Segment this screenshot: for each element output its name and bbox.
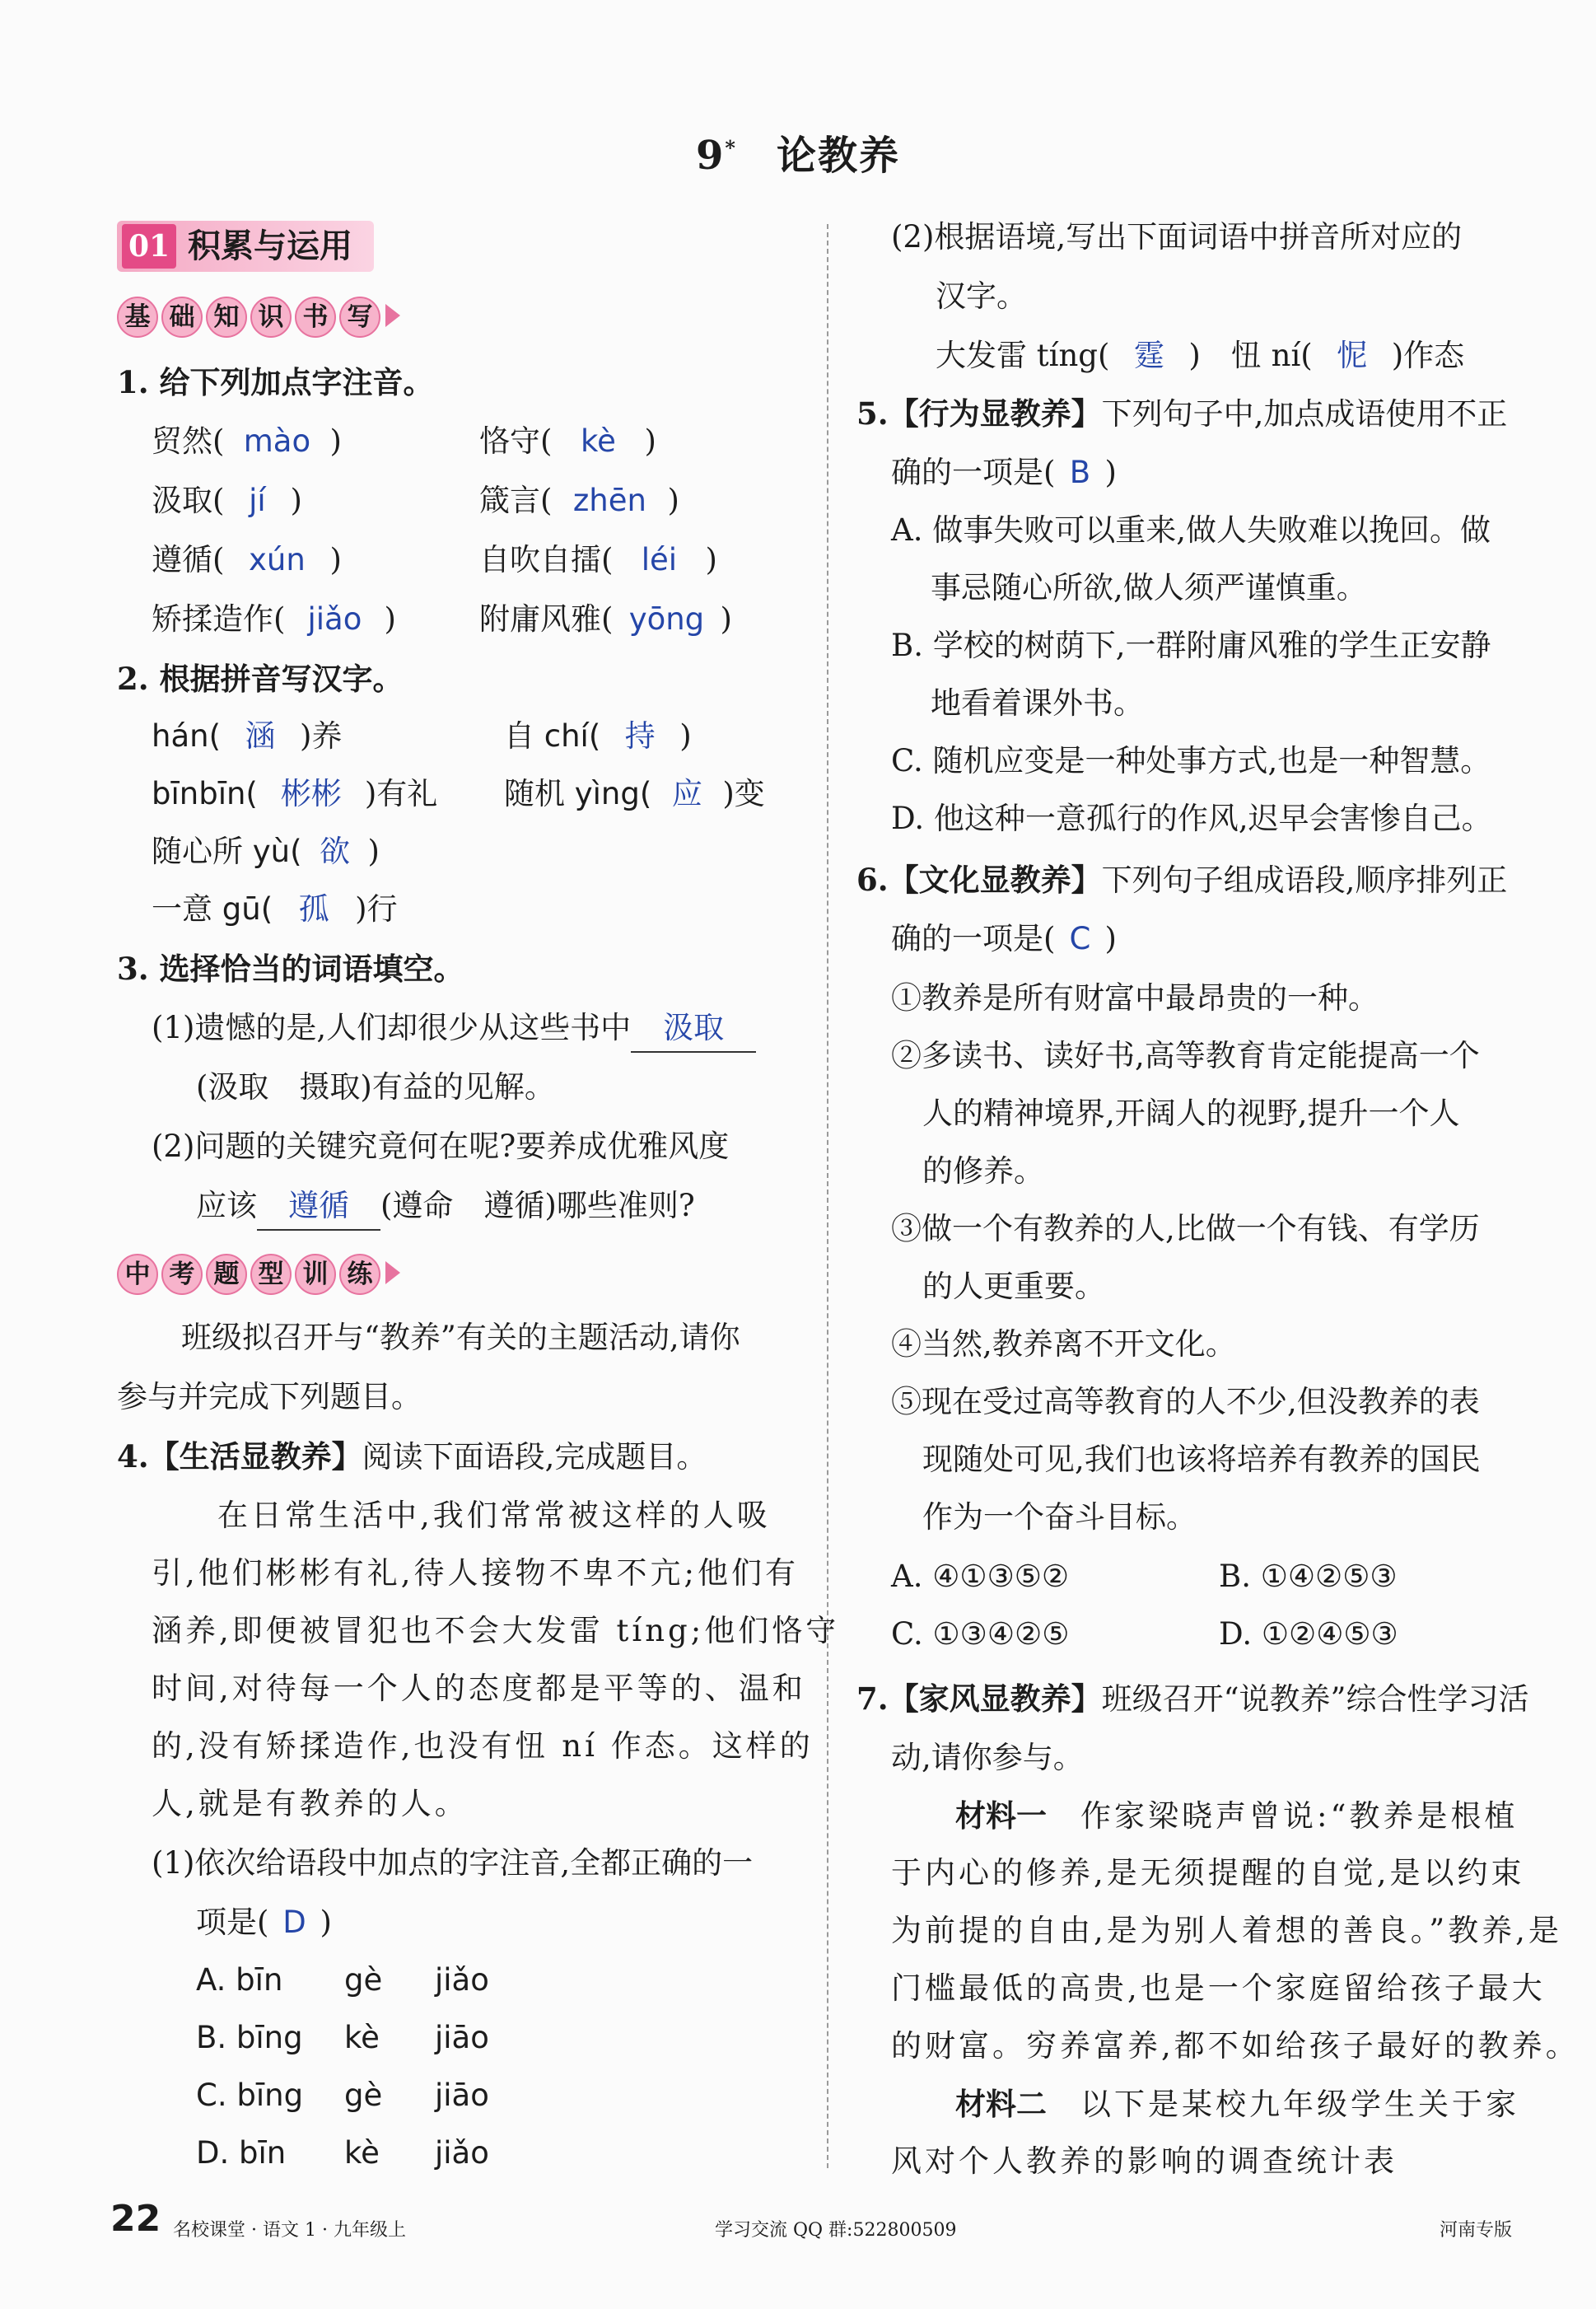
lesson-title bbox=[0, 124, 1596, 180]
q7-material-1: 材料一 作家梁晓声曾说:“教养是根植 bbox=[955, 1797, 1519, 1834]
q5-option-d: D. 他这种一意孤行的作风,迟早会害惨自己。 bbox=[891, 801, 1492, 836]
q1-answer: yōng bbox=[628, 601, 705, 637]
q2-item: 自 chí( 持 ) bbox=[504, 718, 692, 754]
star-mark: * bbox=[725, 136, 737, 160]
q6-sentence: ③做一个有教养的人,比做一个有钱、有学历 bbox=[891, 1211, 1480, 1246]
q2-item: bīnbīn( 彬彬 )有礼 bbox=[152, 776, 438, 811]
badge-char: 识 bbox=[250, 297, 292, 338]
q4-passage-line: 引,他们彬彬有礼,待人接物不卑不亢;他们有 bbox=[152, 1555, 799, 1591]
q7-material-1-line: 为前提的自由,是为别人着想的善良。”教养,是 bbox=[891, 1913, 1562, 1948]
q3-stem: 3. 选择恰当的词语填空。 bbox=[117, 951, 464, 987]
q4-sub1: (1)依次给语段中加点的字注音,全都正确的一 bbox=[152, 1845, 754, 1881]
lesson-number: 9 bbox=[696, 133, 726, 179]
subsection-badge-basics bbox=[117, 297, 400, 338]
badge-char: 训 bbox=[295, 1254, 336, 1295]
q6-option-a: A. ④①③⑤② bbox=[891, 1559, 1070, 1594]
q5-option-a: A. 做事失败可以重来,做人失败难以挽回。做 bbox=[891, 512, 1491, 548]
q7-material-1-line: 门槛最低的高贵,也是一个家庭留给孩子最大 bbox=[891, 1970, 1546, 2006]
q7-stem-cont: 动,请你参与。 bbox=[891, 1740, 1084, 1775]
q4-option-b: B. bīng kè jiāo bbox=[196, 2020, 489, 2055]
badge-char: 知 bbox=[206, 297, 247, 338]
q7-material-1-line: 于内心的修养,是无须提醒的自觉,是以约束 bbox=[891, 1855, 1525, 1891]
q5-stem: 5.【行为显教养】下列句子中,加点成语使用不正 bbox=[856, 395, 1508, 432]
q4-passage-line: 时间,对待每一个人的态度都是平等的、温和 bbox=[152, 1671, 806, 1706]
qq-group: 学习交流 QQ 群:522800509 bbox=[715, 2220, 957, 2241]
q4-option-d: D. bīn kè jiǎo bbox=[196, 2135, 489, 2171]
badge-arrow-icon bbox=[385, 304, 400, 327]
q4-option-a: A. bīn gè jiǎo bbox=[196, 1962, 489, 1998]
q6-sentence: ④当然,教养离不开文化。 bbox=[891, 1326, 1236, 1362]
q6-sentence: ⑤现在受过高等教育的人不少,但没教养的表 bbox=[891, 1384, 1480, 1419]
q7-material-2-line: 风对个人教养的影响的调查统计表 bbox=[891, 2143, 1398, 2179]
q2-item: hán( 涵 )养 bbox=[152, 718, 343, 754]
q5-answer: B bbox=[1069, 455, 1091, 490]
intro-line: 参与并完成下列题目。 bbox=[117, 1379, 422, 1414]
q6-sentence: ①教养是所有财富中最昂贵的一种。 bbox=[891, 980, 1379, 1016]
q7-stem: 7.【家风显教养】班级召开“说教养”综合性学习活 bbox=[856, 1680, 1529, 1717]
q6-stem: 6.【文化显教养】下列句子组成语段,顺序排列正 bbox=[856, 862, 1508, 898]
badge-char: 书 bbox=[295, 297, 336, 338]
q1-item: 遵循( xún ) bbox=[152, 537, 342, 583]
badge-char: 练 bbox=[339, 1254, 380, 1295]
q5-option-b: B. 学校的树荫下,一群附庸风雅的学生正安静 bbox=[891, 628, 1491, 663]
q1-answer: léi bbox=[641, 542, 678, 577]
q3-sentence-2: (2)问题的关键究竟何在呢?要养成优雅风度 bbox=[152, 1129, 730, 1164]
q3-sentence-2-cont: 应该 遵循 (遵命 遵循)哪些准则? bbox=[196, 1183, 695, 1231]
lesson-name: 论教养 bbox=[776, 133, 900, 179]
q3-answer-2: 遵循 bbox=[257, 1183, 380, 1231]
badge-char: 型 bbox=[250, 1254, 292, 1295]
q1-item: 矫揉造作( jiǎo ) bbox=[152, 596, 396, 643]
q1-item: 汲取( jí ) bbox=[152, 478, 302, 524]
badge-char: 题 bbox=[206, 1254, 247, 1295]
badge-char: 中 bbox=[117, 1254, 158, 1295]
q1-stem: 1. 给下列加点字注音。 bbox=[117, 364, 434, 400]
q1-answer: mào bbox=[243, 423, 311, 459]
q1-answer: jiǎo bbox=[307, 601, 362, 637]
q4-passage-line: 人,就是有教养的人。 bbox=[152, 1786, 469, 1821]
subsection-badge-exam bbox=[117, 1254, 400, 1295]
q1-answer: jí bbox=[249, 483, 266, 518]
q3-answer-1: 汲取 bbox=[631, 1005, 756, 1053]
q4-option-c: C. bīng gè jiāo bbox=[196, 2078, 489, 2113]
q5-option-b-cont: 地看着课外书。 bbox=[931, 685, 1144, 721]
section-number: 01 bbox=[122, 224, 176, 269]
q6-answer: C bbox=[1069, 921, 1091, 956]
q4-passage-line: 的,没有矫揉造作,也没有忸 ní 作态。这样的 bbox=[152, 1728, 814, 1764]
badge-char: 础 bbox=[161, 297, 203, 338]
q6-stem-cont: 确的一项是( C ) bbox=[891, 916, 1117, 962]
q2-item: 随心所 yù( 欲 ) bbox=[152, 834, 380, 869]
q6-sentence-cont: 的修养。 bbox=[922, 1153, 1044, 1189]
q6-sentence: ②多读书、读好书,高等教育肯定能提高一个 bbox=[891, 1038, 1480, 1073]
q1-answer: xún bbox=[249, 542, 306, 577]
q4-sub2-cont: 汉字。 bbox=[936, 278, 1027, 314]
q2-item: 随机 yìng( 应 )变 bbox=[504, 776, 765, 811]
badge-arrow-icon bbox=[385, 1261, 400, 1284]
q4-sub1-cont: 项是( D ) bbox=[196, 1900, 332, 1946]
q4-sub1-answer: D bbox=[282, 1905, 306, 1940]
q6-option-c: C. ①③④②⑤ bbox=[891, 1616, 1070, 1652]
q5-option-a-cont: 事忌随心所欲,做人须严谨慎重。 bbox=[931, 570, 1367, 605]
q6-sentence-cont: 人的精神境界,开阔人的视野,提升一个人 bbox=[922, 1096, 1460, 1131]
q4-sub2-answers: 大发雷 tíng( 霆 ) 忸 ní( 怩 )作态 bbox=[936, 338, 1465, 373]
q5-stem-cont: 确的一项是( B ) bbox=[891, 450, 1117, 496]
q1-answer: kè bbox=[581, 423, 616, 459]
intro-line: 班级拟召开与“教养”有关的主题活动,请你 bbox=[181, 1320, 740, 1355]
q4-stem: 4.【生活显教养】阅读下面语段,完成题目。 bbox=[117, 1438, 707, 1475]
book-name: 名校课堂 · 语文 1 · 九年级上 bbox=[173, 2220, 406, 2241]
q6-option-d: D. ①②④⑤③ bbox=[1219, 1616, 1398, 1652]
q7-material-2: 材料二 以下是某校九年级学生关于家 bbox=[955, 2086, 1519, 2122]
q3-sentence-1: (1)遗憾的是,人们却很少从这些书中 汲取 bbox=[152, 1005, 756, 1053]
badge-char: 考 bbox=[161, 1254, 203, 1295]
q1-item: 贸然( mào ) bbox=[152, 418, 342, 465]
section-title: 积累与运用 bbox=[188, 227, 352, 265]
q1-item: 自吹自擂( léi ) bbox=[479, 537, 717, 583]
badge-char: 基 bbox=[117, 297, 158, 338]
q1-item: 恪守( kè ) bbox=[479, 418, 656, 465]
q1-item: 附庸风雅( yōng ) bbox=[479, 596, 732, 643]
page-number: 22 bbox=[110, 2198, 161, 2240]
q4-passage-line: 在日常生活中,我们常常被这样的人吸 bbox=[217, 1498, 771, 1533]
q6-option-b: B. ①④②⑤③ bbox=[1219, 1559, 1398, 1594]
q5-option-c: C. 随机应变是一种处事方式,也是一种智慧。 bbox=[891, 743, 1491, 778]
q2-item: 一意 gū( 孤 )行 bbox=[152, 891, 398, 927]
column-divider bbox=[827, 224, 828, 2168]
q1-item: 箴言( zhēn ) bbox=[479, 478, 679, 524]
q3-sentence-1-cont: (汲取 摄取)有益的见解。 bbox=[196, 1069, 555, 1105]
q6-sentence-cont: 的人更重要。 bbox=[922, 1269, 1105, 1304]
q2-stem: 2. 根据拼音写汉字。 bbox=[117, 661, 404, 697]
badge-char: 写 bbox=[339, 297, 380, 338]
edition-label: 河南专版 bbox=[1440, 2220, 1513, 2241]
q6-sentence-cont: 作为一个奋斗目标。 bbox=[922, 1499, 1197, 1535]
q6-sentence-cont: 现随处可见,我们也该将培养有教养的国民 bbox=[922, 1442, 1481, 1477]
q1-answer: zhēn bbox=[572, 483, 646, 518]
q4-passage-line: 涵养,即便被冒犯也不会大发雷 tíng;他们恪守 bbox=[152, 1613, 840, 1648]
q7-material-1-line: 的财富。穷养富养,都不如给孩子最好的教养。 bbox=[891, 2028, 1580, 2064]
q4-sub2: (2)根据语境,写出下面词语中拼音所对应的 bbox=[891, 219, 1463, 255]
